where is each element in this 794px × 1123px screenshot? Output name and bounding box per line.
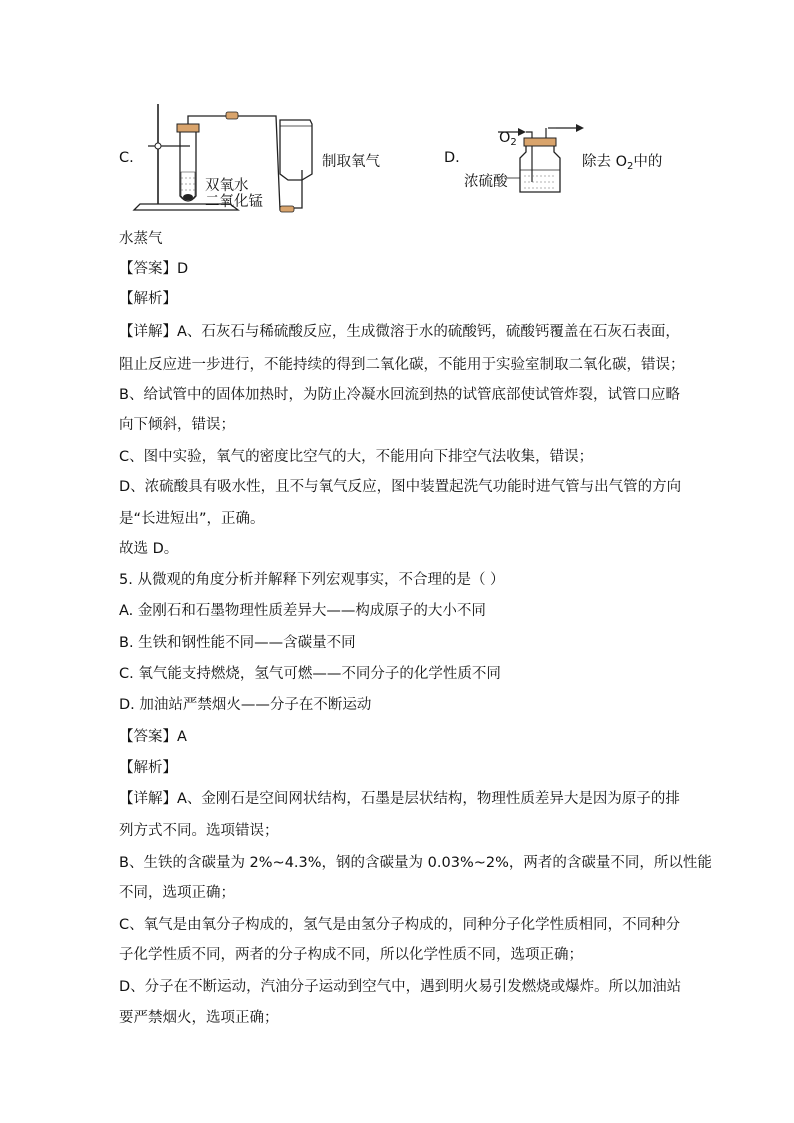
q5-detail-line: C、氧气是由氧分子构成的，氢气是由氢分子构成的，同种分子化学性质相同，不同种分 bbox=[119, 917, 681, 933]
q5-analysis-heading: 【解析】 bbox=[119, 760, 177, 776]
gas-washing-bottle bbox=[496, 116, 586, 196]
hydrogen-peroxide-label: 双氧水 bbox=[205, 178, 249, 194]
q4-detail-line: 【详解】A、石灰石与稀硫酸反应，生成微溶于水的硫酸钙，硫酸钙覆盖在石灰石表面， bbox=[119, 324, 680, 340]
q5-detail-line: 不同，选项正确； bbox=[119, 885, 235, 901]
oxygen-generation-apparatus bbox=[130, 100, 460, 220]
option-d-purpose-suffix: 中的 bbox=[633, 154, 663, 170]
oxygen-subscript: 2 bbox=[510, 137, 517, 148]
q5-option-a: A. 金刚石和石墨物理性质差异大——构成原子的大小不同 bbox=[119, 603, 486, 619]
manganese-dioxide-label: 二氧化锰 bbox=[205, 194, 263, 210]
q4-detail-line: B、给试管中的固体加热时，为防止冷凝水回流到热的试管底部使试管炸裂，试管口应略 bbox=[119, 387, 680, 403]
q4-detail-line: 阻止反应进一步进行，不能持续的得到二氧化碳，不能用于实验室制取二氧化碳，错误； bbox=[119, 357, 685, 373]
q5-detail-line: B、生铁的含碳量为 2%~4.3%，钢的含碳量为 0.03%~2%，两者的含碳量不同，所以性能 bbox=[119, 855, 712, 871]
q5-detail-line: 列方式不同。选项错误； bbox=[119, 823, 279, 839]
option-c-letter: C. bbox=[119, 150, 134, 166]
q5-detail-line: 【详解】A、金刚石是空间网状结构，石墨是层状结构，物理性质差异大是因为原子的排 bbox=[119, 791, 680, 807]
q5-detail-line: 子化学性质不同，两者的分子构成不同，所以化学性质不同，选项正确； bbox=[119, 947, 583, 963]
q5-option-b: B. 生铁和钢性能不同——含碳量不同 bbox=[119, 635, 356, 651]
q4-detail-line: 故选 D。 bbox=[119, 541, 179, 557]
q5-option-d: D. 加油站严禁烟火——分子在不断运动 bbox=[119, 697, 372, 713]
option-d-letter: D. bbox=[444, 150, 460, 166]
oxygen-symbol: O bbox=[499, 130, 511, 146]
q4-detail-line: C、图中实验，氧气的密度比空气的大，不能用向下排空气法收集，错误； bbox=[119, 449, 594, 465]
q4-detail-line: D、浓硫酸具有吸水性，且不与氧气反应，图中装置起洗气功能时进气管与出气管的方向 bbox=[119, 479, 682, 495]
q4-detail-line: 是“长进短出”，正确。 bbox=[119, 511, 265, 527]
option-d-purpose-subscript: 2 bbox=[627, 161, 634, 172]
option-d-purpose bbox=[582, 150, 662, 172]
q4-analysis-heading: 【解析】 bbox=[119, 291, 177, 307]
q5-option-c: C. 氧气能支持燃烧，氢气可燃——不同分子的化学性质不同 bbox=[119, 666, 501, 682]
option-c-purpose: 制取氧气 bbox=[322, 154, 380, 170]
option-d-purpose-wrap: 水蒸气 bbox=[119, 231, 163, 247]
q5-stem: 5. 从微观的角度分析并解释下列宏观事实，不合理的是（ ） bbox=[119, 572, 505, 588]
option-d-purpose-prefix: 除去 O bbox=[582, 154, 628, 170]
concentrated-sulfuric-acid-label: 浓硫酸 bbox=[464, 174, 508, 190]
q4-answer: 【答案】D bbox=[119, 261, 189, 277]
q4-detail-line: 向下倾斜，错误； bbox=[119, 417, 235, 433]
q5-detail-line: 要严禁烟火，选项正确； bbox=[119, 1010, 279, 1026]
q5-answer: 【答案】A bbox=[119, 729, 187, 745]
q5-detail-line: D、分子在不断运动，汽油分子运动到空气中，遇到明火易引发燃烧或爆炸。所以加油站 bbox=[119, 979, 682, 995]
